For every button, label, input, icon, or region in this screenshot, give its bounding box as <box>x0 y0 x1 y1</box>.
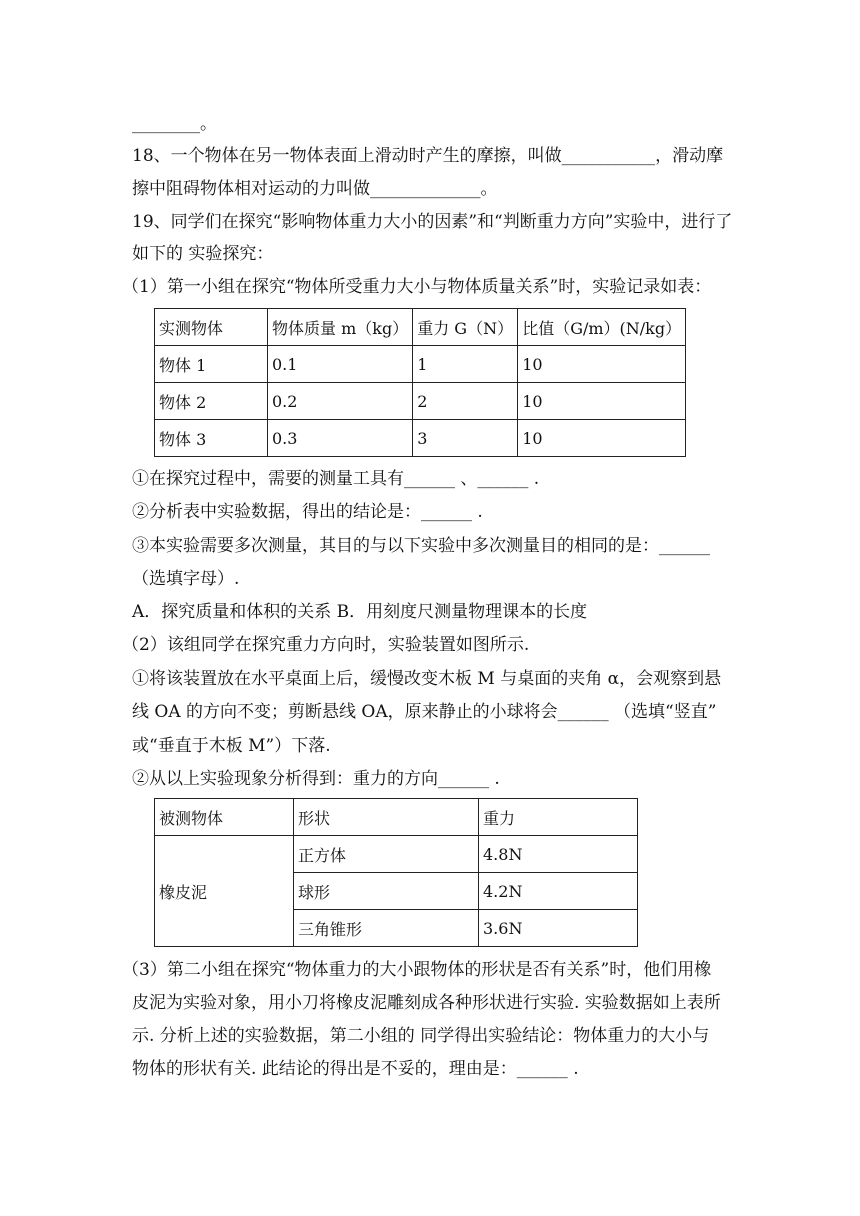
text-line-prev-blank: ________。 <box>132 114 217 134</box>
options-line: A．探究质量和体积的关系 B．用刻度尺测量物理课本的长度 <box>132 602 588 622</box>
table-header-row <box>155 309 686 346</box>
part-3-line-2: 皮泥为实验对象，用小刀将橡皮泥雕刻成各种形状进行实验. 实验数据如上表所 <box>132 993 721 1013</box>
table-cell: 2 <box>413 383 518 420</box>
question-19-line-1: 19、同学们在探究“影响物体重力大小的因素”和“判断重力方向”实验中，进行了 <box>132 212 733 232</box>
table-cell: 1 <box>413 346 518 383</box>
table-header-cell: 实测物体 <box>155 309 268 346</box>
table-cell: 4.2N <box>479 873 638 910</box>
table-cell: 10 <box>518 383 686 420</box>
question-2-conclusion: ②分析表中实验数据，得出的结论是：______ . <box>132 502 483 522</box>
question-1-tools: ①在探究过程中，需要的测量工具有______ 、______ . <box>132 469 540 489</box>
part-3-line-4: 物体的形状有关. 此结论的得出是不妥的，理由是：______ . <box>132 1059 579 1079</box>
shape-weight-table <box>154 798 638 947</box>
part-2-q1-line-1: ①将该装置放在水平桌面上后，缓慢改变木板 M 与桌面的夹角 α，会观察到悬 <box>132 669 722 689</box>
table-header-cell: 被测物体 <box>155 799 294 836</box>
table-header-cell: 形状 <box>294 799 479 836</box>
table-header-cell: 比值（G/m）(N/kg） <box>518 309 686 346</box>
question-19-line-2: 如下的 实验探究： <box>132 244 274 264</box>
question-18-line-2: 擦中阻碍物体相对运动的力叫做_____________。 <box>132 179 498 199</box>
table-cell: 4.8N <box>479 836 638 873</box>
part-2-intro: （2）该组同学在探究重力方向时，实验装置如图所示. <box>122 635 530 655</box>
part-2-q1-line-3: 或“垂直于木板 M”）下落. <box>132 736 331 756</box>
table-cell: 10 <box>518 346 686 383</box>
table-header-cell: 重力 G（N） <box>413 309 518 346</box>
table-cell: 物体 1 <box>155 346 268 383</box>
table-cell: 三角锥形 <box>294 910 479 947</box>
mass-weight-table <box>154 308 686 457</box>
table-header-cell: 重力 <box>479 799 638 836</box>
table-cell: 0.2 <box>268 383 413 420</box>
table-header-row <box>155 799 638 836</box>
table-cell: 3 <box>413 420 518 457</box>
table-cell: 10 <box>518 420 686 457</box>
table-cell: 0.1 <box>268 346 413 383</box>
table-cell: 0.3 <box>268 420 413 457</box>
question-3-line-1: ③本实验需要多次测量，其目的与以下实验中多次测量目的相同的是：______ <box>132 536 710 556</box>
table-cell: 3.6N <box>479 910 638 947</box>
table-row <box>155 836 638 873</box>
part-2-q2: ②从以上实验现象分析得到：重力的方向______ . <box>132 769 500 789</box>
table-cell-object: 橡皮泥 <box>155 836 294 947</box>
table-cell: 球形 <box>294 873 479 910</box>
table-cell: 物体 2 <box>155 383 268 420</box>
table-cell: 正方体 <box>294 836 479 873</box>
table-header-cell: 物体质量 m（kg） <box>268 309 413 346</box>
part-2-q1-line-2: 线 OA 的方向不变；剪断悬线 OA，原来静止的小球将会______ （选填“竖直” <box>132 702 717 722</box>
question-3-line-2: （选填字母）. <box>132 569 240 589</box>
table-cell: 物体 3 <box>155 420 268 457</box>
part-3-line-3: 示. 分析上述的实验数据，第二小组的 同学得出实验结论：物体重力的大小与 <box>132 1026 710 1046</box>
part-3-line-1: （3）第二小组在探究“物体重力的大小跟物体的形状是否有关系”时，他们用橡 <box>122 960 712 980</box>
question-18-line-1: 18、一个物体在另一物体表面上滑动时产生的摩擦，叫做___________，滑动摩 <box>132 146 724 166</box>
table-row <box>155 346 686 383</box>
part-1-intro: （1）第一小组在探究“物体所受重力大小与物体质量关系”时，实验记录如表： <box>122 277 712 297</box>
table-row <box>155 383 686 420</box>
table-row <box>155 420 686 457</box>
